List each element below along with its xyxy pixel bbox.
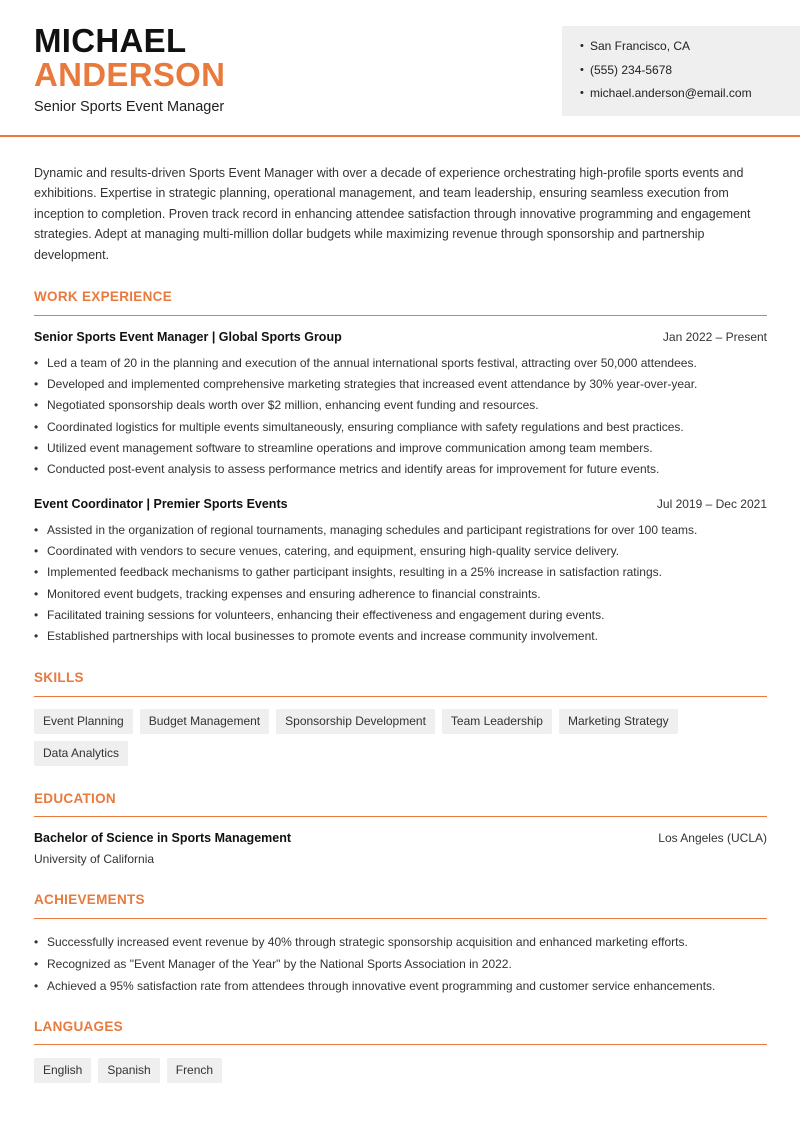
list-item: • Coordinated logistics for multiple events simultaneously, ensuring compliance with safety regulations and best practices. [34, 417, 774, 438]
section-divider [34, 696, 767, 697]
email-text[interactable]: michael.anderson@email.com [590, 86, 752, 100]
section-divider [34, 918, 767, 919]
resume-header [0, 0, 800, 137]
skill-chip: Data Analytics [34, 741, 128, 766]
skills-list [34, 709, 774, 773]
language-chip: Spanish [98, 1058, 159, 1083]
job-bullets [34, 520, 774, 647]
list-item: • Implemented feedback mechanisms to gather participant insights, resulting in a 25% increase in satisfaction ratings. [34, 562, 774, 583]
job-header [34, 330, 767, 348]
list-item: • Assisted in the organization of regional tournaments, managing schedules and participant registrations for over 100 teams. [34, 520, 774, 541]
section-title-achievements: ACHIEVEMENTS [34, 892, 145, 907]
list-item: • Developed and implemented comprehensive marketing strategies that increased event attendance by 30% year-over-year. [34, 374, 774, 395]
contact-phone [580, 62, 800, 86]
achievements-list [34, 931, 774, 997]
job-date: Jan 2022 – Present [662, 330, 767, 344]
list-item: • Successfully increased event revenue by 40% through strategic sponsorship acquisition and enhanced marketing efforts. [34, 931, 774, 953]
job-role: Event Coordinator | Premier Sports Events [34, 497, 288, 511]
list-item: • Utilized event management software to streamline operations and improve communication among team members. [34, 438, 774, 459]
bullet-icon: • [580, 40, 584, 52]
contact-email [580, 85, 800, 109]
job-title: Senior Sports Event Manager [34, 99, 225, 115]
language-chip: English [34, 1058, 91, 1083]
job-header [34, 497, 767, 515]
bullet-icon: • [580, 87, 584, 99]
list-item: • Coordinated with vendors to secure venues, catering, and equipment, ensuring high-quality service delivery. [34, 541, 774, 562]
list-item: • Facilitated training sessions for volunteers, enhancing their effectiveness and engagement during events. [34, 605, 774, 626]
first-name: MICHAEL [34, 22, 187, 59]
skill-chip: Team Leadership [442, 709, 552, 734]
list-item: • Conducted post-event analysis to assess performance metrics and identify areas for improvement for future events. [34, 459, 774, 480]
phone-text: (555) 234-5678 [590, 62, 673, 77]
section-title-languages: LANGUAGES [34, 1019, 123, 1034]
section-divider [34, 816, 767, 817]
job-bullets [34, 353, 774, 480]
job-date: Jul 2019 – Dec 2021 [656, 497, 767, 511]
section-divider [34, 315, 767, 316]
skill-chip: Event Planning [34, 709, 133, 734]
contact-location [580, 38, 800, 62]
list-item: • Monitored event budgets, tracking expenses and ensuring adherence to financial constraints. [34, 584, 774, 605]
list-item: • Achieved a 95% satisfaction rate from attendees through innovative event programming and customer service enhancements. [34, 975, 774, 997]
skill-chip: Budget Management [140, 709, 269, 734]
education-degree: Bachelor of Science in Sports Management [34, 831, 292, 845]
languages-list [34, 1058, 774, 1090]
language-chip: French [167, 1058, 222, 1083]
professional-summary: Dynamic and results-driven Sports Event Manager with over a decade of experience orchestrating high-profile sports events and exhibitions. Expertise in strategic planning, operational management, and team leadership, ensuring seamless execution from inception to completion. Proven track record in enhancing attendee satisfaction through innovative programming and engagement strategies. Adept at managing multi-million dollar budgets while maximizing revenue through sponsorship and partnership development. [34, 166, 751, 262]
education-location: Los Angeles (UCLA) [658, 831, 767, 845]
section-title-work: WORK EXPERIENCE [34, 289, 173, 304]
section-title-education: EDUCATION [34, 791, 116, 806]
education-school: University of California [34, 852, 155, 866]
section-title-skills: SKILLS [34, 670, 84, 685]
contact-box [562, 26, 800, 116]
list-item: • Led a team of 20 in the planning and execution of the annual international sports festival, attracting over 50,000 attendees. [34, 353, 774, 374]
location-text: San Francisco, CA [590, 39, 691, 53]
list-item: • Established partnerships with local businesses to promote events and increase community involvement. [34, 626, 774, 647]
skill-chip: Sponsorship Development [276, 709, 435, 734]
list-item: • Negotiated sponsorship deals worth over $2 million, enhancing event funding and resources. [34, 395, 774, 416]
section-divider [34, 1044, 767, 1045]
bullet-icon: • [580, 63, 584, 76]
last-name: ANDERSON [34, 56, 226, 93]
list-item: • Recognized as "Event Manager of the Year" by the National Sports Association in 2022. [34, 953, 774, 975]
job-role: Senior Sports Event Manager | Global Sports Group [34, 330, 342, 344]
skill-chip: Marketing Strategy [559, 709, 678, 734]
